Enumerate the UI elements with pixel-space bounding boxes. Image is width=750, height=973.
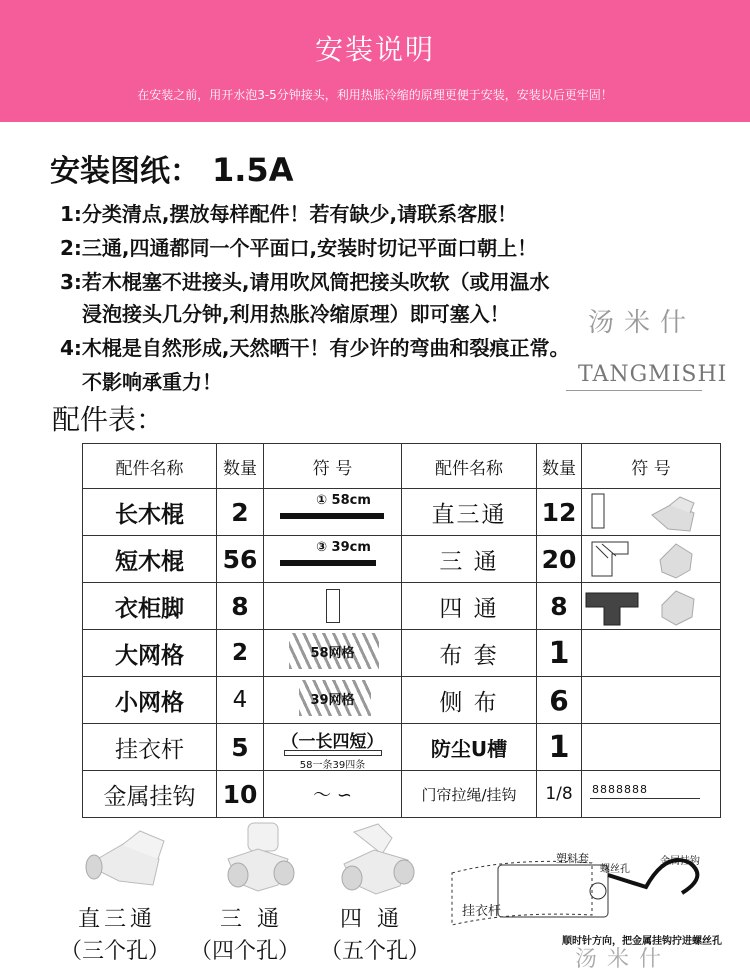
watermark-cn-bottom: 汤米什 <box>575 947 672 972</box>
part-name: 短木棍 <box>83 536 217 583</box>
watermark-en: TANGMISHI <box>578 362 728 387</box>
rod-label: ③ 39cm <box>316 540 371 555</box>
table-header-row <box>83 444 721 489</box>
part-qty: 8 <box>537 583 582 630</box>
fitting-name: 三 通 <box>220 907 283 932</box>
part-qty: 56 <box>217 536 264 583</box>
curtain-cord-line <box>590 798 700 799</box>
part-name: 直三通 <box>402 489 537 536</box>
part-name: 大网格 <box>83 630 217 677</box>
part-qty: 10 <box>217 771 264 818</box>
four-way-photo <box>334 820 424 900</box>
table-row <box>83 489 721 536</box>
part-name: 门帘拉绳/挂钩 <box>402 771 537 818</box>
table-row <box>83 536 721 583</box>
part-name: 布 套 <box>402 630 537 677</box>
straight-tee-photo <box>82 825 172 895</box>
part-symbol <box>264 583 402 630</box>
part-qty: 20 <box>537 536 582 583</box>
header-cell: 符 号 <box>582 444 721 489</box>
header-cell: 配件名称 <box>83 444 217 489</box>
rod-set-sub: 58一条39四条 <box>299 760 366 771</box>
part-qty: 1 <box>537 630 582 677</box>
fitting-name: 直三通 <box>78 907 157 932</box>
table-row <box>83 630 721 677</box>
instruction-4-cont: 不影响承重力！ <box>82 370 222 394</box>
drawing-heading-label: 安装图纸： <box>50 154 200 189</box>
fitting-name: 四 通 <box>340 907 403 932</box>
fitting-holes: （五个孔） <box>320 939 431 964</box>
metal-hook-label: 金属挂钩 <box>660 856 700 867</box>
part-name: 侧 布 <box>402 677 537 724</box>
instruction-3: 3:若木棍塞不进接头,请用吹风筒把接头吹软（或用温水 <box>60 270 550 294</box>
drawing-heading <box>50 146 293 190</box>
rod-set-label: （一长四短） <box>281 732 384 752</box>
drawing-code: 1.5A <box>212 151 294 189</box>
four-way-icon <box>582 583 721 629</box>
part-qty: 4 <box>217 677 264 724</box>
sleeve-label: 塑料套 <box>556 852 589 865</box>
table-row <box>83 771 721 818</box>
watermark-divider <box>566 390 702 391</box>
table-row <box>83 724 721 771</box>
hook-symbol: ～ ∽ <box>264 771 402 818</box>
instruction-4: 4:木棍是自然形成,天然晒干！有少许的弯曲和裂痕正常。 <box>60 336 570 360</box>
part-symbol-empty <box>582 630 721 677</box>
part-name: 金属挂钩 <box>83 771 217 818</box>
part-qty: 12 <box>537 489 582 536</box>
instruction-2: 2:三通,四通都同一个平面口,安装时切记平面口朝上！ <box>60 236 538 260</box>
part-qty: 6 <box>537 677 582 724</box>
parts-title: 配件表： <box>52 403 165 436</box>
three-way-icon <box>582 536 721 582</box>
part-qty: 5 <box>217 724 264 771</box>
grid-label: 39网格 <box>310 693 355 708</box>
hook-instruction: 顺时针方向，把金属挂钩拧进螺丝孔 <box>562 936 722 947</box>
banner-subtitle: 在安装之前，用开水泡3-5分钟接头，利用热胀冷缩的原理更便于安装，安装以后更牢固！ <box>137 88 613 102</box>
foot-icon <box>326 589 340 623</box>
part-symbol <box>582 771 721 818</box>
table-row <box>83 583 721 630</box>
watermark-cn: 汤米什 <box>588 308 697 338</box>
long-rod-icon <box>280 513 384 519</box>
part-symbol <box>582 536 721 583</box>
part-name: 小网格 <box>83 677 217 724</box>
grid-label: 58网格 <box>310 646 355 661</box>
header-cell: 符 号 <box>264 444 402 489</box>
rod-label: 挂衣杆 <box>462 904 502 919</box>
instruction-1: 1:分类清点,摆放每样配件！若有缺少,请联系客服！ <box>60 202 518 226</box>
part-symbol-empty <box>582 677 721 724</box>
part-qty: 2 <box>217 630 264 677</box>
three-way-photo <box>218 817 308 897</box>
header-banner <box>0 0 750 122</box>
part-name: 三 通 <box>402 536 537 583</box>
part-symbol <box>264 630 402 677</box>
banner-title: 安装说明 <box>314 33 435 66</box>
straight-tee-icon <box>582 489 721 535</box>
screw-hole-label: 螺丝孔 <box>600 864 630 875</box>
part-symbol <box>264 489 402 536</box>
part-qty: 8 <box>217 583 264 630</box>
part-name: 防尘U槽 <box>402 724 537 771</box>
part-name: 挂衣杆 <box>83 724 217 771</box>
part-symbol <box>264 536 402 583</box>
header-cell: 数量 <box>537 444 582 489</box>
parts-table <box>82 443 721 818</box>
header-cell: 数量 <box>217 444 264 489</box>
short-rod-icon <box>280 560 376 566</box>
rod-label: ① 58cm <box>316 493 371 508</box>
part-qty: 2 <box>217 489 264 536</box>
part-name: 四 通 <box>402 583 537 630</box>
instruction-3-cont: 浸泡接头几分钟,利用热胀冷缩原理）即可塞入！ <box>82 302 510 326</box>
table-row <box>83 677 721 724</box>
fitting-holes: （四个孔） <box>190 939 301 964</box>
part-qty: 1 <box>537 724 582 771</box>
header-cell: 配件名称 <box>402 444 537 489</box>
part-name: 长木棍 <box>83 489 217 536</box>
fitting-holes: （三个孔） <box>60 939 171 964</box>
part-name: 衣柜脚 <box>83 583 217 630</box>
part-symbol <box>582 489 721 536</box>
curtain-cord-symbol: 8888888 <box>592 783 648 796</box>
part-symbol <box>582 583 721 630</box>
part-symbol <box>264 677 402 724</box>
part-qty: 1/8 <box>537 771 582 818</box>
part-symbol <box>264 724 402 771</box>
part-symbol-empty <box>582 724 721 771</box>
